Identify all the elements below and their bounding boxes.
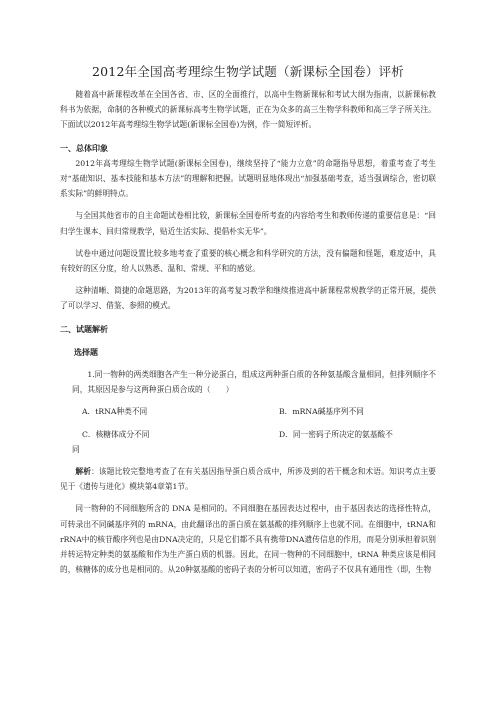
overview-paragraph-2: 与全国其他省市的自主命题试卷相比较，新课标全国卷所考查的内容给考生和教师传递的重要信息是：“回归学生课本、回归常规教学，贴近生活实际、提倡朴实无华”。 xyxy=(60,211,436,236)
options-row-2 xyxy=(82,427,432,442)
section-heading-overview: 一、总体印象 xyxy=(60,143,108,153)
analysis-paragraph xyxy=(60,464,436,494)
question-1-stem: 1.同一物种的两类细胞各产生一种分泌蛋白，组成这两种蛋白质的各种氨基酸含量相同，但排列顺序不同，其原因是参与这两种蛋白质合成的（ ） xyxy=(72,370,436,395)
document-title: 2012年全国高考理综生物学试题（新课标全国卷）评析 xyxy=(91,64,404,79)
question-1-options xyxy=(72,404,432,457)
document-content xyxy=(60,62,436,577)
overview-paragraph-4: 这种清晰、简捷的命题思路，为2013年的高考复习教学和继续推进高中新课程常规教学的正常开展，提供了可以学习、借鉴、参照的模式。 xyxy=(60,286,436,311)
explanation-paragraph: 同一物种的不同细胞所含的 DNA 是相同的。不同细胞在基因表达过程中，由于基因表达的选择性特点，可转录出不同碱基序列的 mRNA，由此翻译出的蛋白质在氨基酸的排列顺序上也就不同。在细胞中，tRNA和rRNA中的核苷酸序列也是由DNA决定的，只是它们都不具有携带DNA遗传信息的作用，而是分别承担着识别并转运特定种类的氨基酸和作为生产蛋白质的机器。因此，在同一物种的不同细胞中，tRNA 种类应该是相同的，核糖体的成分也是相同的。从20种氨基酸的密码子表的分析可以知道，密码子不仅具有通用性（即，生物 xyxy=(60,504,436,575)
analysis-text: ：该题比较完整地考查了在有关基因指导蛋白质合成中，所涉及到的若干概念和术语。知识考点主要见于《遗传与进化》模块第4章第1节。 xyxy=(60,467,436,492)
intro-paragraph: 随着高中新课程改革在全国各省、市、区的全面推行，以高中生物新课标和考试大纲为指南，以新课标教科书为依据，命制的各种模式的新课标高考生物学试题，正在为众多的高三生物学科教师和高三学子所关注。下面试以2012年高考理综生物学试题(新课标全国卷)为例，作一简短评析。 xyxy=(60,90,436,130)
overview-paragraph-1: 2012年高考理综生物学试题(新课标全国卷)，继续坚持了“能力立意”的命题指导思想，着重考查了考生对“基础知识、基本技能和基本方法”的理解和把握。试题明显地体现出“加强基础考查，适当强调综合，密切联系实际”的鲜明特点。 xyxy=(60,158,436,199)
option-d-tail: 同 xyxy=(72,444,80,454)
option-c: C．核糖体成分不同 xyxy=(82,429,150,439)
option-d: D．同一密码子所决定的氨基酸不 xyxy=(279,429,393,439)
overview-paragraph-3: 试卷中通过问题设置比较多地考查了重要的核心概念和科学研究的方法，没有偏题和怪题，难度适中，具有较好的区分度，给人以熟悉、温和、常规、平和的感觉。 xyxy=(60,248,436,274)
option-a: A．tRNA种类不同 xyxy=(82,407,148,417)
section-heading-analysis: 二、试题解析 xyxy=(60,324,108,334)
option-b: B．mRNA碱基序列不同 xyxy=(279,407,364,417)
subheading-choice-questions: 选择题 xyxy=(74,347,98,357)
analysis-label: 解析 xyxy=(75,467,92,477)
option-d-continued xyxy=(72,442,432,457)
options-row-1 xyxy=(82,404,432,419)
